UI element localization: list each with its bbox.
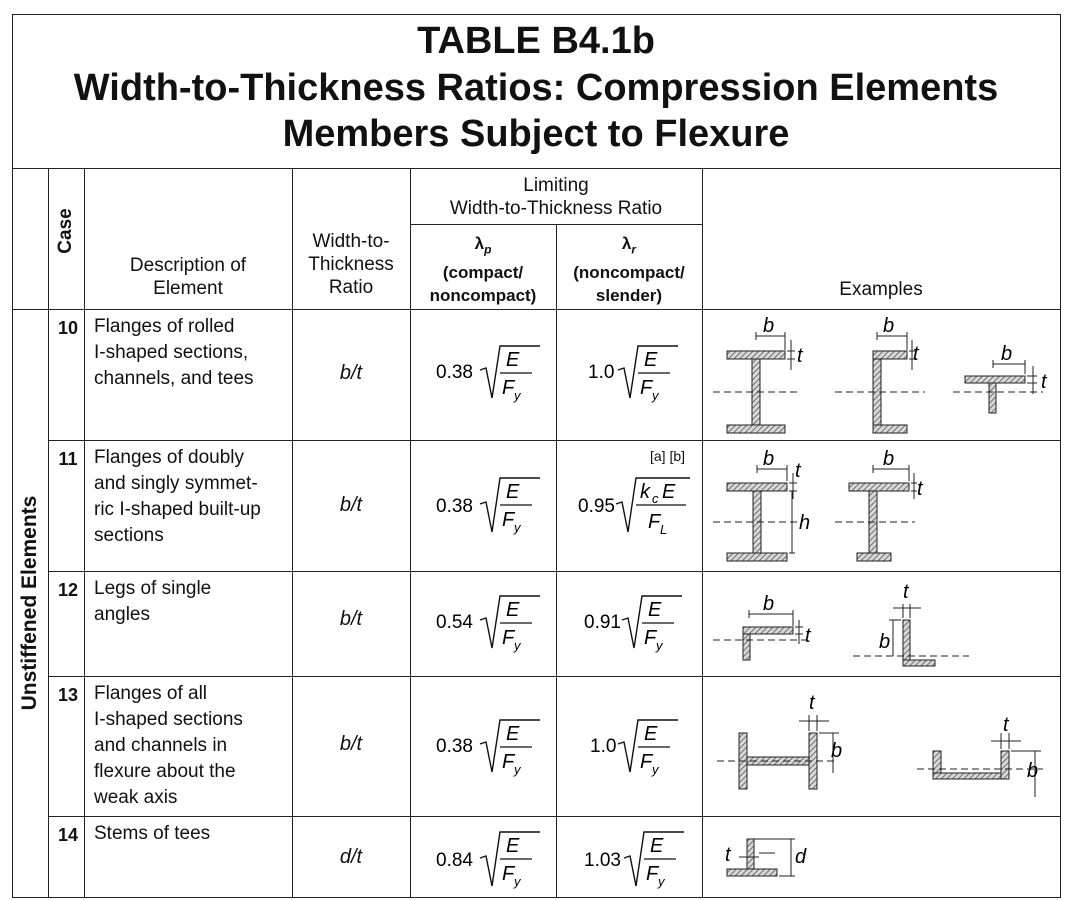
ratio-cell: b/t (339, 362, 363, 384)
examples-header: Examples (839, 279, 923, 300)
svg-text:1.0: 1.0 (588, 362, 615, 383)
svg-text:0.95: 0.95 (578, 496, 615, 517)
svg-text:F: F (502, 751, 515, 773)
lambda-r-line2: (noncompact/ (573, 263, 685, 283)
svg-text:F: F (648, 511, 661, 533)
limiting-header (410, 174, 702, 220)
svg-text:y: y (652, 762, 659, 777)
svg-text:1.03: 1.03 (584, 850, 621, 871)
description-line: Flanges of all (94, 683, 208, 704)
svg-text:F: F (644, 627, 657, 649)
svg-text:E: E (506, 723, 520, 745)
i-section-weak-axis-icon (717, 692, 842, 789)
svg-text:1.0: 1.0 (590, 736, 617, 757)
built-up-i-section-icon (713, 448, 810, 561)
ratio-cell: b/t (339, 608, 363, 630)
svg-text:t: t (1041, 371, 1047, 393)
lambda-p-formula (430, 590, 540, 654)
channel-weak-axis-icon (917, 714, 1043, 797)
svg-text:t: t (1003, 714, 1009, 736)
lambda-r-formula (580, 714, 690, 778)
description-line: ric I-shaped built-up (94, 499, 261, 520)
svg-text:t: t (809, 692, 815, 714)
table-title: TABLE B4.1b (417, 20, 655, 62)
svg-text:t: t (903, 581, 909, 603)
case-number: 12 (57, 580, 79, 600)
description-line: flexure about the (94, 761, 236, 782)
description-line: and channels in (94, 735, 228, 756)
description-cell (94, 681, 290, 811)
description-line: Stems of tees (94, 823, 211, 844)
svg-text:b: b (1027, 760, 1039, 782)
ratio-header (292, 230, 410, 299)
lambda-r-line3: slender) (595, 286, 663, 306)
svg-text:t: t (913, 343, 919, 365)
group-label-unstiffened: Unstiffened Elements (18, 495, 41, 711)
svg-text:F: F (640, 751, 653, 773)
svg-text:E: E (644, 723, 658, 745)
svg-text:0.38: 0.38 (436, 362, 473, 383)
case-number: 11 (58, 449, 78, 469)
example-figures-case-12 (703, 572, 1060, 676)
angle-horizontal-leg-icon (713, 593, 812, 660)
svg-text:E: E (506, 599, 520, 621)
description-line: and singly symmet- (94, 473, 258, 494)
description-header-line1: Description of (129, 255, 247, 276)
table-subtitle: Width-to-Thickness Ratios: Compression Elements (73, 67, 999, 109)
description-line: I-shaped sections, (94, 342, 249, 363)
svg-text:b: b (883, 315, 895, 337)
lambda-p-symbol: $\lambda_p$ (474, 234, 492, 257)
border-top (12, 14, 1061, 15)
svg-text:t: t (795, 460, 801, 482)
svg-text:y: y (514, 762, 521, 777)
svg-text:b: b (831, 740, 843, 762)
limiting-header-line2: Width-to-Thickness Ratio (449, 198, 663, 219)
channel-section-icon (835, 315, 925, 433)
case-header (48, 168, 84, 309)
description-cell (94, 821, 290, 847)
svg-text:b: b (879, 631, 891, 653)
svg-text:E: E (506, 835, 520, 857)
singly-symmetric-i-section-icon (835, 448, 924, 561)
svg-text:0.38: 0.38 (436, 736, 473, 757)
case-number: 10 (57, 318, 79, 338)
description-header-line2: Element (153, 278, 223, 299)
lambda-p-formula (430, 340, 540, 404)
svg-text:b: b (883, 448, 895, 470)
svg-text:t: t (917, 478, 923, 500)
svg-text:t: t (725, 844, 731, 866)
description-line: Legs of single (94, 578, 212, 599)
svg-text:b: b (763, 448, 775, 470)
example-figures-case-11 (703, 441, 1060, 571)
svg-text:b: b (1001, 343, 1013, 365)
lambda-r-symbol: $\lambda_r$ (621, 234, 637, 257)
lambda-p-header (410, 232, 556, 307)
svg-text:y: y (656, 638, 663, 653)
lambda-p-formula (430, 826, 540, 890)
svg-text:y: y (514, 520, 521, 535)
svg-text:y: y (514, 874, 521, 889)
footnote-marker: [a] [b] (650, 448, 686, 464)
border-bottom (12, 897, 1061, 898)
case-number: 14 (57, 825, 79, 845)
description-cell (94, 445, 290, 549)
svg-text:t: t (805, 625, 811, 647)
svg-text:E: E (506, 481, 520, 503)
svg-text:y: y (652, 388, 659, 403)
svg-text:F: F (502, 377, 515, 399)
title-divider (12, 168, 1061, 169)
svg-text:0.38: 0.38 (436, 496, 473, 517)
ratio-cell: d/t (339, 846, 363, 868)
svg-text:E: E (644, 349, 658, 371)
group-cell (12, 309, 48, 897)
svg-text:b: b (763, 315, 775, 337)
svg-text:y: y (514, 638, 521, 653)
tee-section-icon (953, 343, 1048, 413)
lambda-p-line2: (compact/ (442, 263, 524, 283)
limiting-header-line1: Limiting (523, 175, 589, 196)
example-figures-case-10 (703, 310, 1060, 440)
description-line: I-shaped sections (94, 709, 243, 730)
description-line: Flanges of rolled (94, 316, 235, 337)
svg-text:c: c (652, 491, 659, 506)
svg-text:E: E (648, 599, 662, 621)
svg-text:k: k (640, 481, 650, 503)
svg-text:E: E (650, 835, 664, 857)
svg-text:y: y (514, 388, 521, 403)
description-line: Flanges of doubly (94, 447, 244, 468)
col-divider-lambda (556, 224, 557, 898)
tee-stem-icon (725, 839, 807, 876)
svg-text:F: F (640, 377, 653, 399)
svg-text:E: E (662, 481, 676, 503)
svg-text:b: b (763, 593, 775, 615)
svg-text:F: F (502, 627, 515, 649)
ratio-cell: b/t (339, 494, 363, 516)
description-line: channels, and tees (94, 368, 254, 389)
lambda-p-formula (430, 714, 540, 778)
ratio-header-line3: Ratio (328, 277, 374, 298)
lambda-r-formula (580, 826, 690, 890)
angle-vertical-leg-icon (853, 581, 969, 666)
svg-text:F: F (502, 509, 515, 531)
lambda-p-line3: noncompact) (429, 286, 537, 306)
ratio-header-line2: Thickness (308, 254, 394, 275)
ratio-header-line1: Width-to- (312, 231, 390, 252)
lambda-r-formula (574, 472, 694, 536)
case-header-label: Case (55, 208, 76, 254)
svg-text:E: E (506, 349, 520, 371)
table-subtitle-2: Members Subject to Flexure (282, 113, 790, 155)
description-cell (94, 576, 290, 628)
svg-text:h: h (799, 512, 811, 534)
lambda-r-formula (580, 340, 690, 404)
svg-text:0.54: 0.54 (436, 612, 473, 633)
svg-text:0.91: 0.91 (584, 612, 621, 633)
description-cell (94, 314, 290, 392)
ratio-cell: b/t (339, 733, 363, 755)
example-figures-case-14 (703, 817, 1060, 897)
description-line: weak axis (94, 787, 178, 808)
case-number: 13 (57, 685, 79, 705)
example-figures-case-13 (703, 677, 1060, 816)
svg-text:F: F (502, 863, 515, 885)
svg-text:t: t (797, 345, 803, 367)
description-header (84, 254, 292, 300)
description-line: sections (94, 525, 164, 546)
svg-text:y: y (658, 874, 665, 889)
i-section-icon (713, 315, 804, 433)
lambda-r-formula (580, 590, 690, 654)
svg-text:L: L (660, 522, 668, 536)
svg-text:d: d (795, 846, 807, 868)
svg-text:F: F (646, 863, 659, 885)
lambda-r-header (556, 232, 702, 307)
svg-text:0.84: 0.84 (436, 850, 473, 871)
border-right (1060, 14, 1061, 898)
lambda-p-formula (430, 472, 540, 536)
description-line: angles (94, 604, 150, 625)
